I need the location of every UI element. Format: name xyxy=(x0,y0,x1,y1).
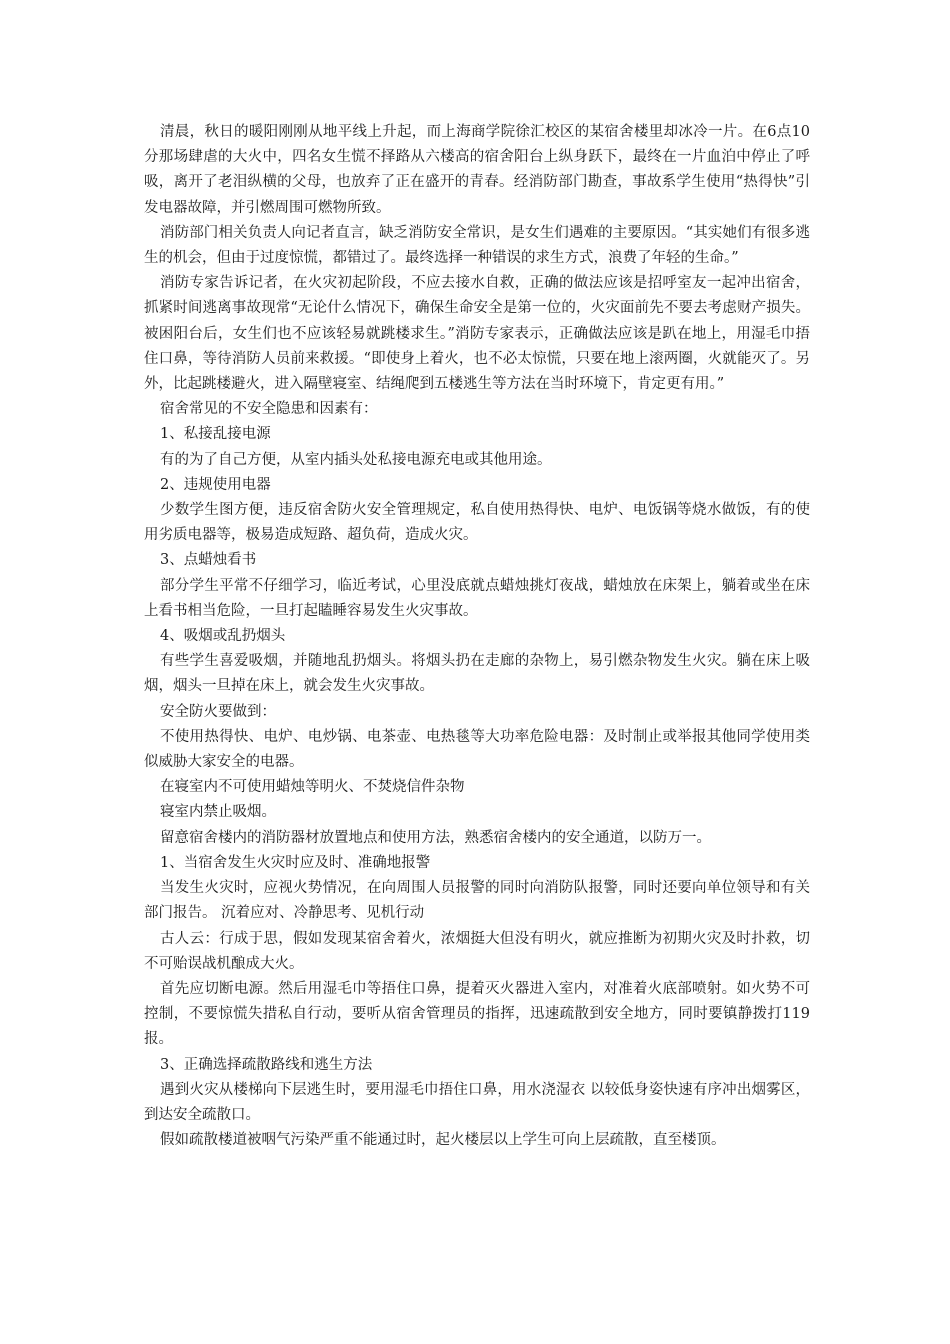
paragraph-hazard-3-title: 3、点蜡烛看书 xyxy=(160,552,257,569)
paragraph-hazard-2-title: 2、违规使用电器 xyxy=(160,476,271,493)
paragraph-response-quote: 古人云：行成于思，假如发现某宿舍着火，浓烟挺大但没有明火，就应推断为初期火灾及时扑救，切不可贻误战机酿成大火。 xyxy=(144,930,810,972)
paragraph-prevention-2: 在寝室内不可使用蜡烛等明火、不焚烧信件杂物 xyxy=(160,779,465,796)
paragraph-prevention-1: 不使用热得快、电炉、电炒锅、电茶壶、电热毯等大功率危险电器：及时制止或举报其他同学使用类似威胁大家安全的电器。 xyxy=(144,728,810,771)
paragraph-hazard-1-body: 有的为了自己方便，从室内插头处私接电源充电或其他用途。 xyxy=(160,451,552,468)
paragraph-hazard-2-body: 少数学生图方便，违反宿舍防火安全管理规定，私自使用热得快、电炉、电饭锅等烧水做饭，有的使用劣质电器等，极易造成短路、超负荷，造成火灾。 xyxy=(144,502,810,544)
paragraph-response-steps: 首先应切断电源。然后用湿毛巾等捂住口鼻，提着灭火器进入室内，对准着火底部喷射。如火势不可控制，不要惊慌失措私自行动，要听从宿舍管理员的指挥，迅速疏散到安全地方，同时要镇静拨打119报。 xyxy=(144,980,810,1048)
document-body xyxy=(144,120,810,1153)
paragraph-expert: 消防专家告诉记者，在火灾初起阶段，不应去接水自救，正确的做法应该是招呼室友一起冲出宿舍，抓紧时间逃离事故现常“无论什么情况下，确保生命安全是第一位的，火灾面前先不要去考虑财产损失。被困阳台后，女生们也不应该轻易就跳楼求生。”消防专家表示，正确做法应该是趴在地上，用湿毛巾捂住口鼻，等待消防人员前来救援。“即使身上着火，也不必太惊慌，只要在地上滚两圈，火就能灭了。另外，比起跳楼避火，进入隔壁寝室、结绳爬到五楼逃生等方法在当时环境下，肯定更有用。” xyxy=(144,275,810,393)
paragraph-response-1-body: 当发生火灾时，应视火势情况，在向周围人员报警的同时向消防队报警，同时还要向单位领导和有关部门报告。 沉着应对、冷静思考、见机行动 xyxy=(144,880,810,922)
paragraph-hazards-heading: 宿舍常见的不安全隐患和因素有： xyxy=(160,401,378,418)
paragraph-prevention-heading: 安全防火要做到： xyxy=(160,703,276,720)
paragraph-intro: 清晨，秋日的暖阳刚刚从地平线上升起，而上海商学院徐汇校区的某宿舍楼里却冰冷一片。在6点10分那场肆虐的大火中，四名女生慌不择路从六楼高的宿舍阳台上纵身跃下，最终在一片血泊中停止了呼吸，离开了老泪纵横的父母，也放弃了正在盛开的青春。经消防部门勘查，事故系学生使用“热得快”引发电器故障，并引燃周围可燃物所致。 xyxy=(144,124,810,216)
paragraph-hazard-4-body: 有些学生喜爱吸烟，并随地乱扔烟头。将烟头扔在走廊的杂物上，易引燃杂物发生火灾。躺在床上吸烟，烟头一旦掉在床上，就会发生火灾事故。 xyxy=(144,653,810,695)
paragraph-response-3-title: 3、正确选择疏散路线和逃生方法 xyxy=(160,1056,373,1073)
paragraph-hazard-4-title: 4、吸烟或乱扔烟头 xyxy=(160,628,286,645)
paragraph-prevention-4: 留意宿舍楼内的消防器材放置地点和使用方法，熟悉宿舍楼内的安全通道，以防万一。 xyxy=(160,829,711,846)
paragraph-response-3-body: 遇到火灾从楼梯向下层逃生时，要用湿毛巾捂住口鼻，用水浇湿衣 以较低身姿快速有序冲出烟雾区，到达安全疏散口。 xyxy=(144,1081,810,1123)
paragraph-response-1-title: 1、当宿舍发生火灾时应及时、准确地报警 xyxy=(160,854,431,871)
paragraph-prevention-3: 寝室内禁止吸烟。 xyxy=(160,804,276,821)
paragraph-hazard-1-title: 1、私接乱接电源 xyxy=(160,426,271,443)
paragraph-hazard-3-body: 部分学生平常不仔细学习，临近考试，心里没底就点蜡烛挑灯夜战，蜡烛放在床架上，躺着或坐在床上看书相当危险，一旦打起瞌睡容易发生火灾事故。 xyxy=(144,577,810,619)
paragraph-cause: 消防部门相关负责人向记者直言，缺乏消防安全常识，是女生们遇难的主要原因。“其实她们有很多逃生的机会，但由于过度惊慌，都错过了。最终选择一种错误的求生方式，浪费了年轻的生命。” xyxy=(144,224,810,267)
paragraph-response-final: 假如疏散楼道被咽气污染严重不能通过时，起火楼层以上学生可向上层疏散，直至楼顶。 xyxy=(160,1132,726,1149)
